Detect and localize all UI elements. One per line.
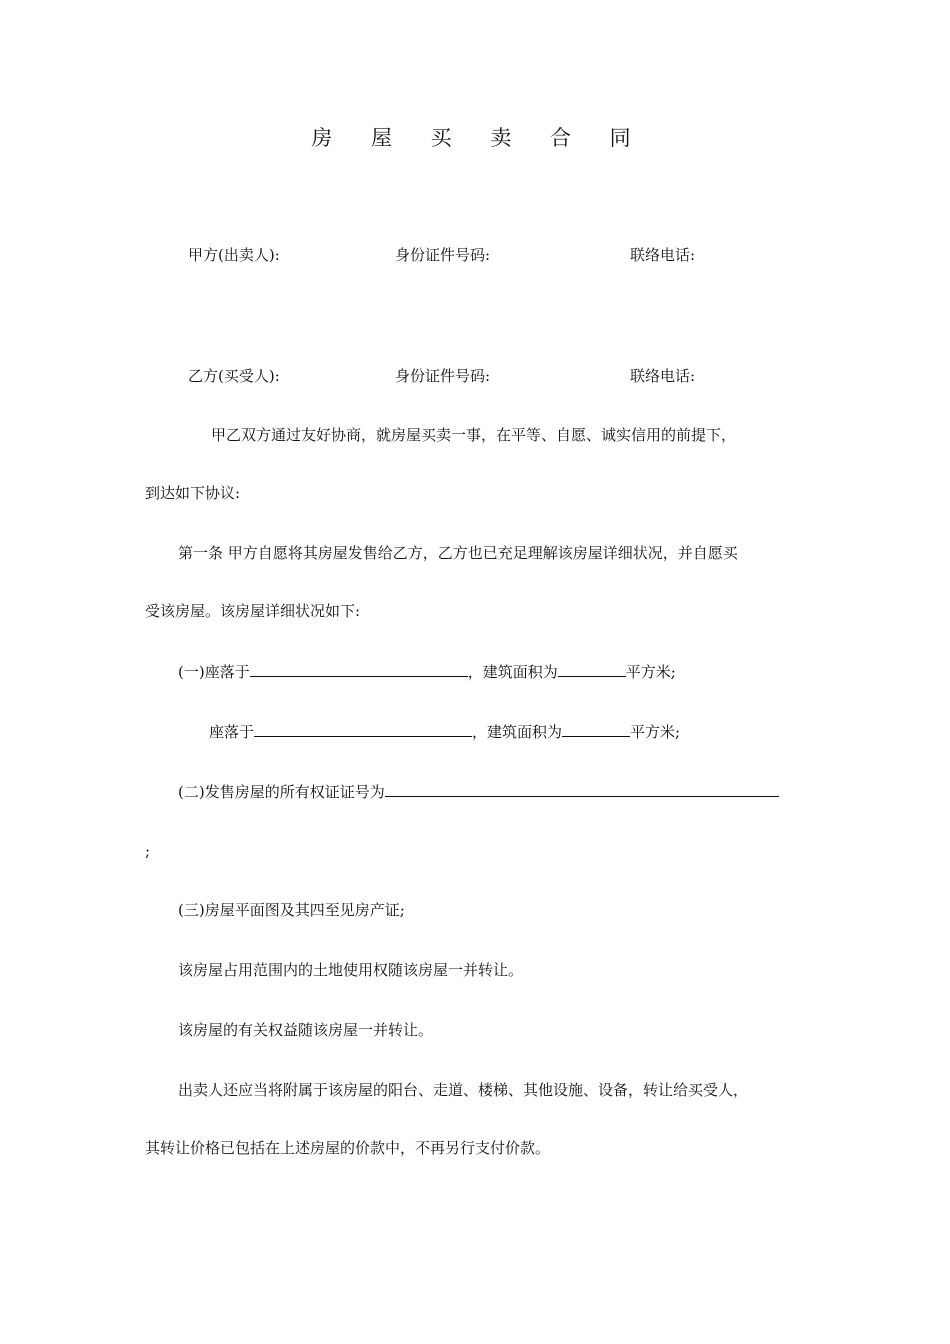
- document-title: 房 屋 买 卖 合 同: [311, 126, 647, 150]
- item-1-line: [178, 661, 676, 682]
- land-use-clause: 该房屋占用范围内的土地使用权随该房屋一并转让。: [178, 961, 524, 979]
- party-a-phone-label: 联络电话:: [630, 246, 696, 264]
- party-b-id-label: 身份证件号码:: [395, 367, 491, 385]
- article-1-line-1: 第一条 甲方自愿将其房屋发售给乙方，乙方也已充足理解该房屋详细状况，并自愿买: [178, 544, 738, 562]
- item-2-end: ;: [145, 842, 151, 860]
- attachments-line-1: 出卖人还应当将附属于该房屋的阳台、走道、楼梯、其他设施、设备，转让给买受人，: [178, 1081, 749, 1099]
- item-1b-suffix: 平方米;: [630, 723, 681, 741]
- item-1-suffix: 平方米;: [625, 663, 676, 681]
- party-b-phone-label: 联络电话:: [630, 367, 696, 385]
- party-a-name-label: 甲方(出卖人):: [188, 246, 280, 264]
- article-1-line-2: 受该房屋。该房屋详细状况如下:: [145, 602, 361, 620]
- certificate-number-blank: [385, 781, 779, 797]
- intro-line-1: 甲乙双方通过友好协商，就房屋买卖一事，在平等、自愿、诚实信用的前提下，: [211, 426, 737, 444]
- area-blank-2: [562, 721, 630, 737]
- area-blank-1: [558, 661, 626, 677]
- item-1b-line: [209, 721, 680, 742]
- party-a-id-label: 身份证件号码:: [395, 246, 491, 264]
- party-a-row: [0, 244, 950, 266]
- item-2-prefix: (二)发售房屋的所有权证证号为: [178, 783, 385, 801]
- item-3-line: (三)房屋平面图及其四至见房产证;: [178, 901, 405, 919]
- party-b-row: [0, 365, 950, 387]
- intro-line-2: 到达如下协议:: [145, 484, 241, 502]
- party-b-name-label: 乙方(买受人):: [188, 367, 280, 385]
- item-2-line: [178, 781, 779, 802]
- location-blank-2: [254, 721, 472, 737]
- item-1-middle: ，建筑面积为: [467, 663, 558, 681]
- item-1-prefix: (一)座落于: [178, 663, 250, 681]
- rights-clause: 该房屋的有关权益随该房屋一并转让。: [178, 1021, 434, 1039]
- item-1b-middle: ，建筑面积为: [472, 723, 563, 741]
- attachments-line-2: 其转让价格已包括在上述房屋的价款中，不再另行支付价款。: [145, 1139, 551, 1157]
- location-blank-1: [250, 661, 468, 677]
- item-1b-prefix: 座落于: [209, 723, 255, 741]
